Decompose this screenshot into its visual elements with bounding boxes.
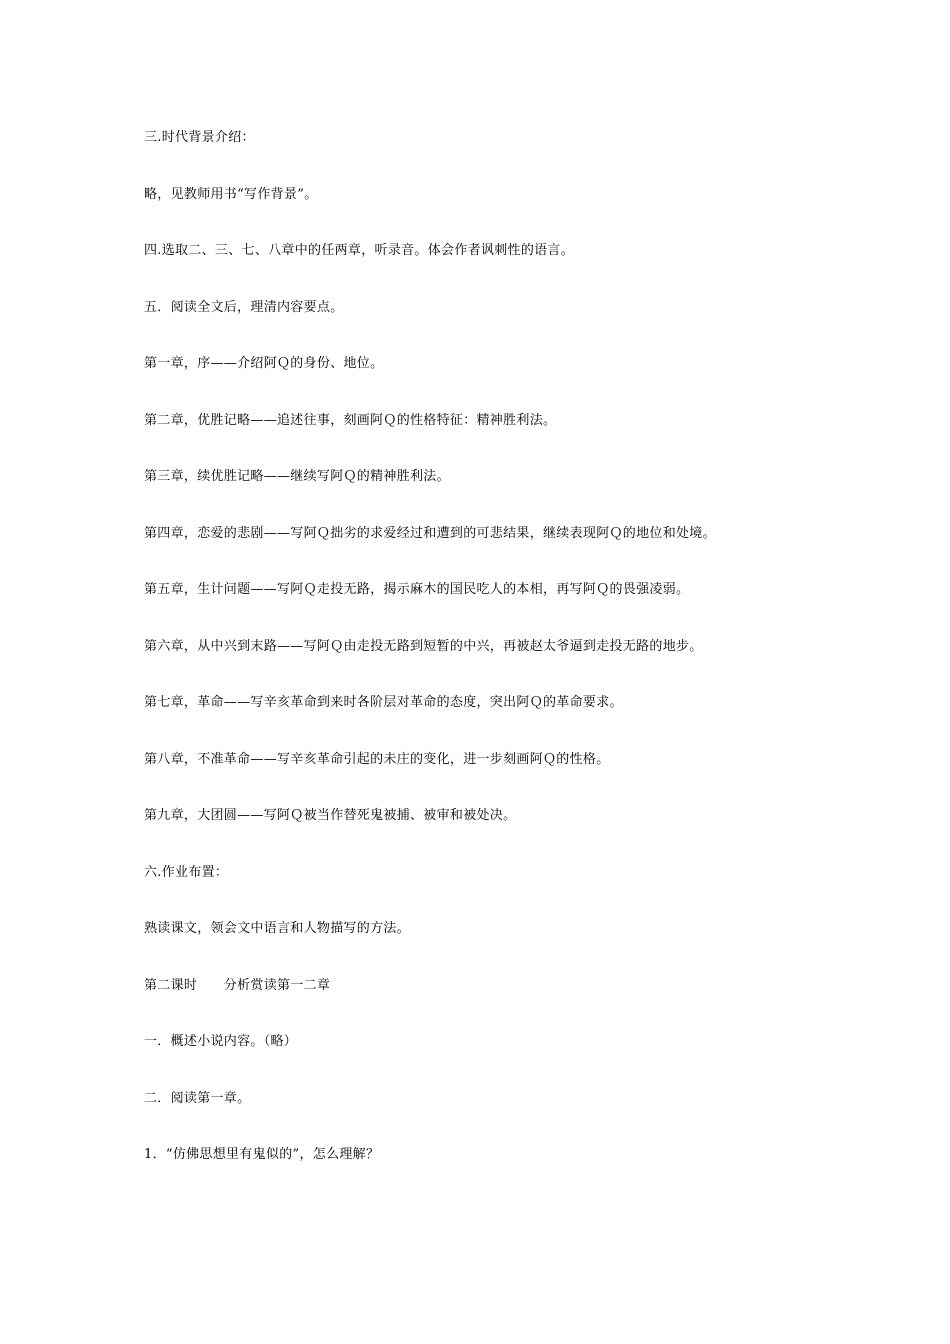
section-five-heading: 五．阅读全文后，理清内容要点。: [144, 300, 344, 315]
chapter-6-summary: 第六章，从中兴到末路——写阿Ｑ由走投无路到短暂的中兴，再被赵太爷逼到走投无路的地步。: [144, 639, 703, 654]
section-four-heading: 四.选取二、三、七、八章中的任两章，听录音。体会作者讽刺性的语言。: [144, 243, 575, 258]
chapter-5-summary: 第五章，生计问题——写阿Ｑ走投无路，揭示麻木的国民吃人的本相，再写阿Ｑ的畏强凌弱。: [144, 582, 690, 597]
chapter-1-summary: 第一章，序——介绍阿Ｑ的身份、地位。: [144, 356, 384, 371]
section-three-heading: 三.时代背景介绍：: [144, 130, 255, 145]
lesson-two-heading: 第二课时 分析赏读第一二章: [144, 978, 331, 993]
question-one: 1．“仿佛思想里有鬼似的”，怎么理解？: [144, 1147, 380, 1162]
background-note: 略，见教师用书“写作背景”。: [144, 187, 318, 202]
chapter-8-summary: 第八章，不准革命——写辛亥革命引起的未庄的变化，进一步刻画阿Ｑ的性格。: [144, 752, 610, 767]
chapter-3-summary: 第三章，续优胜记略——继续写阿Ｑ的精神胜利法。: [144, 469, 450, 484]
chapter-7-summary: 第七章，革命——写辛亥革命到来时各阶层对革命的态度，突出阿Ｑ的革命要求。: [144, 695, 623, 710]
section-six-heading: 六.作业布置：: [144, 865, 229, 880]
chapter-4-summary: 第四章，恋爱的悲剧——写阿Ｑ拙劣的求爱经过和遭到的可悲结果，继续表现阿Ｑ的地位和处境。: [144, 526, 716, 541]
chapter-2-summary: 第二章，优胜记略——追述往事，刻画阿Ｑ的性格特征：精神胜利法。: [144, 413, 557, 428]
lesson-two-item-two: 二．阅读第一章。: [144, 1091, 251, 1106]
lesson-two-item-one: 一．概述小说内容。（略）: [144, 1034, 298, 1049]
chapter-9-summary: 第九章，大团圆——写阿Ｑ被当作替死鬼被捕、被审和被处决。: [144, 808, 517, 823]
homework-text: 熟读课文，领会文中语言和人物描写的方法。: [144, 921, 411, 936]
